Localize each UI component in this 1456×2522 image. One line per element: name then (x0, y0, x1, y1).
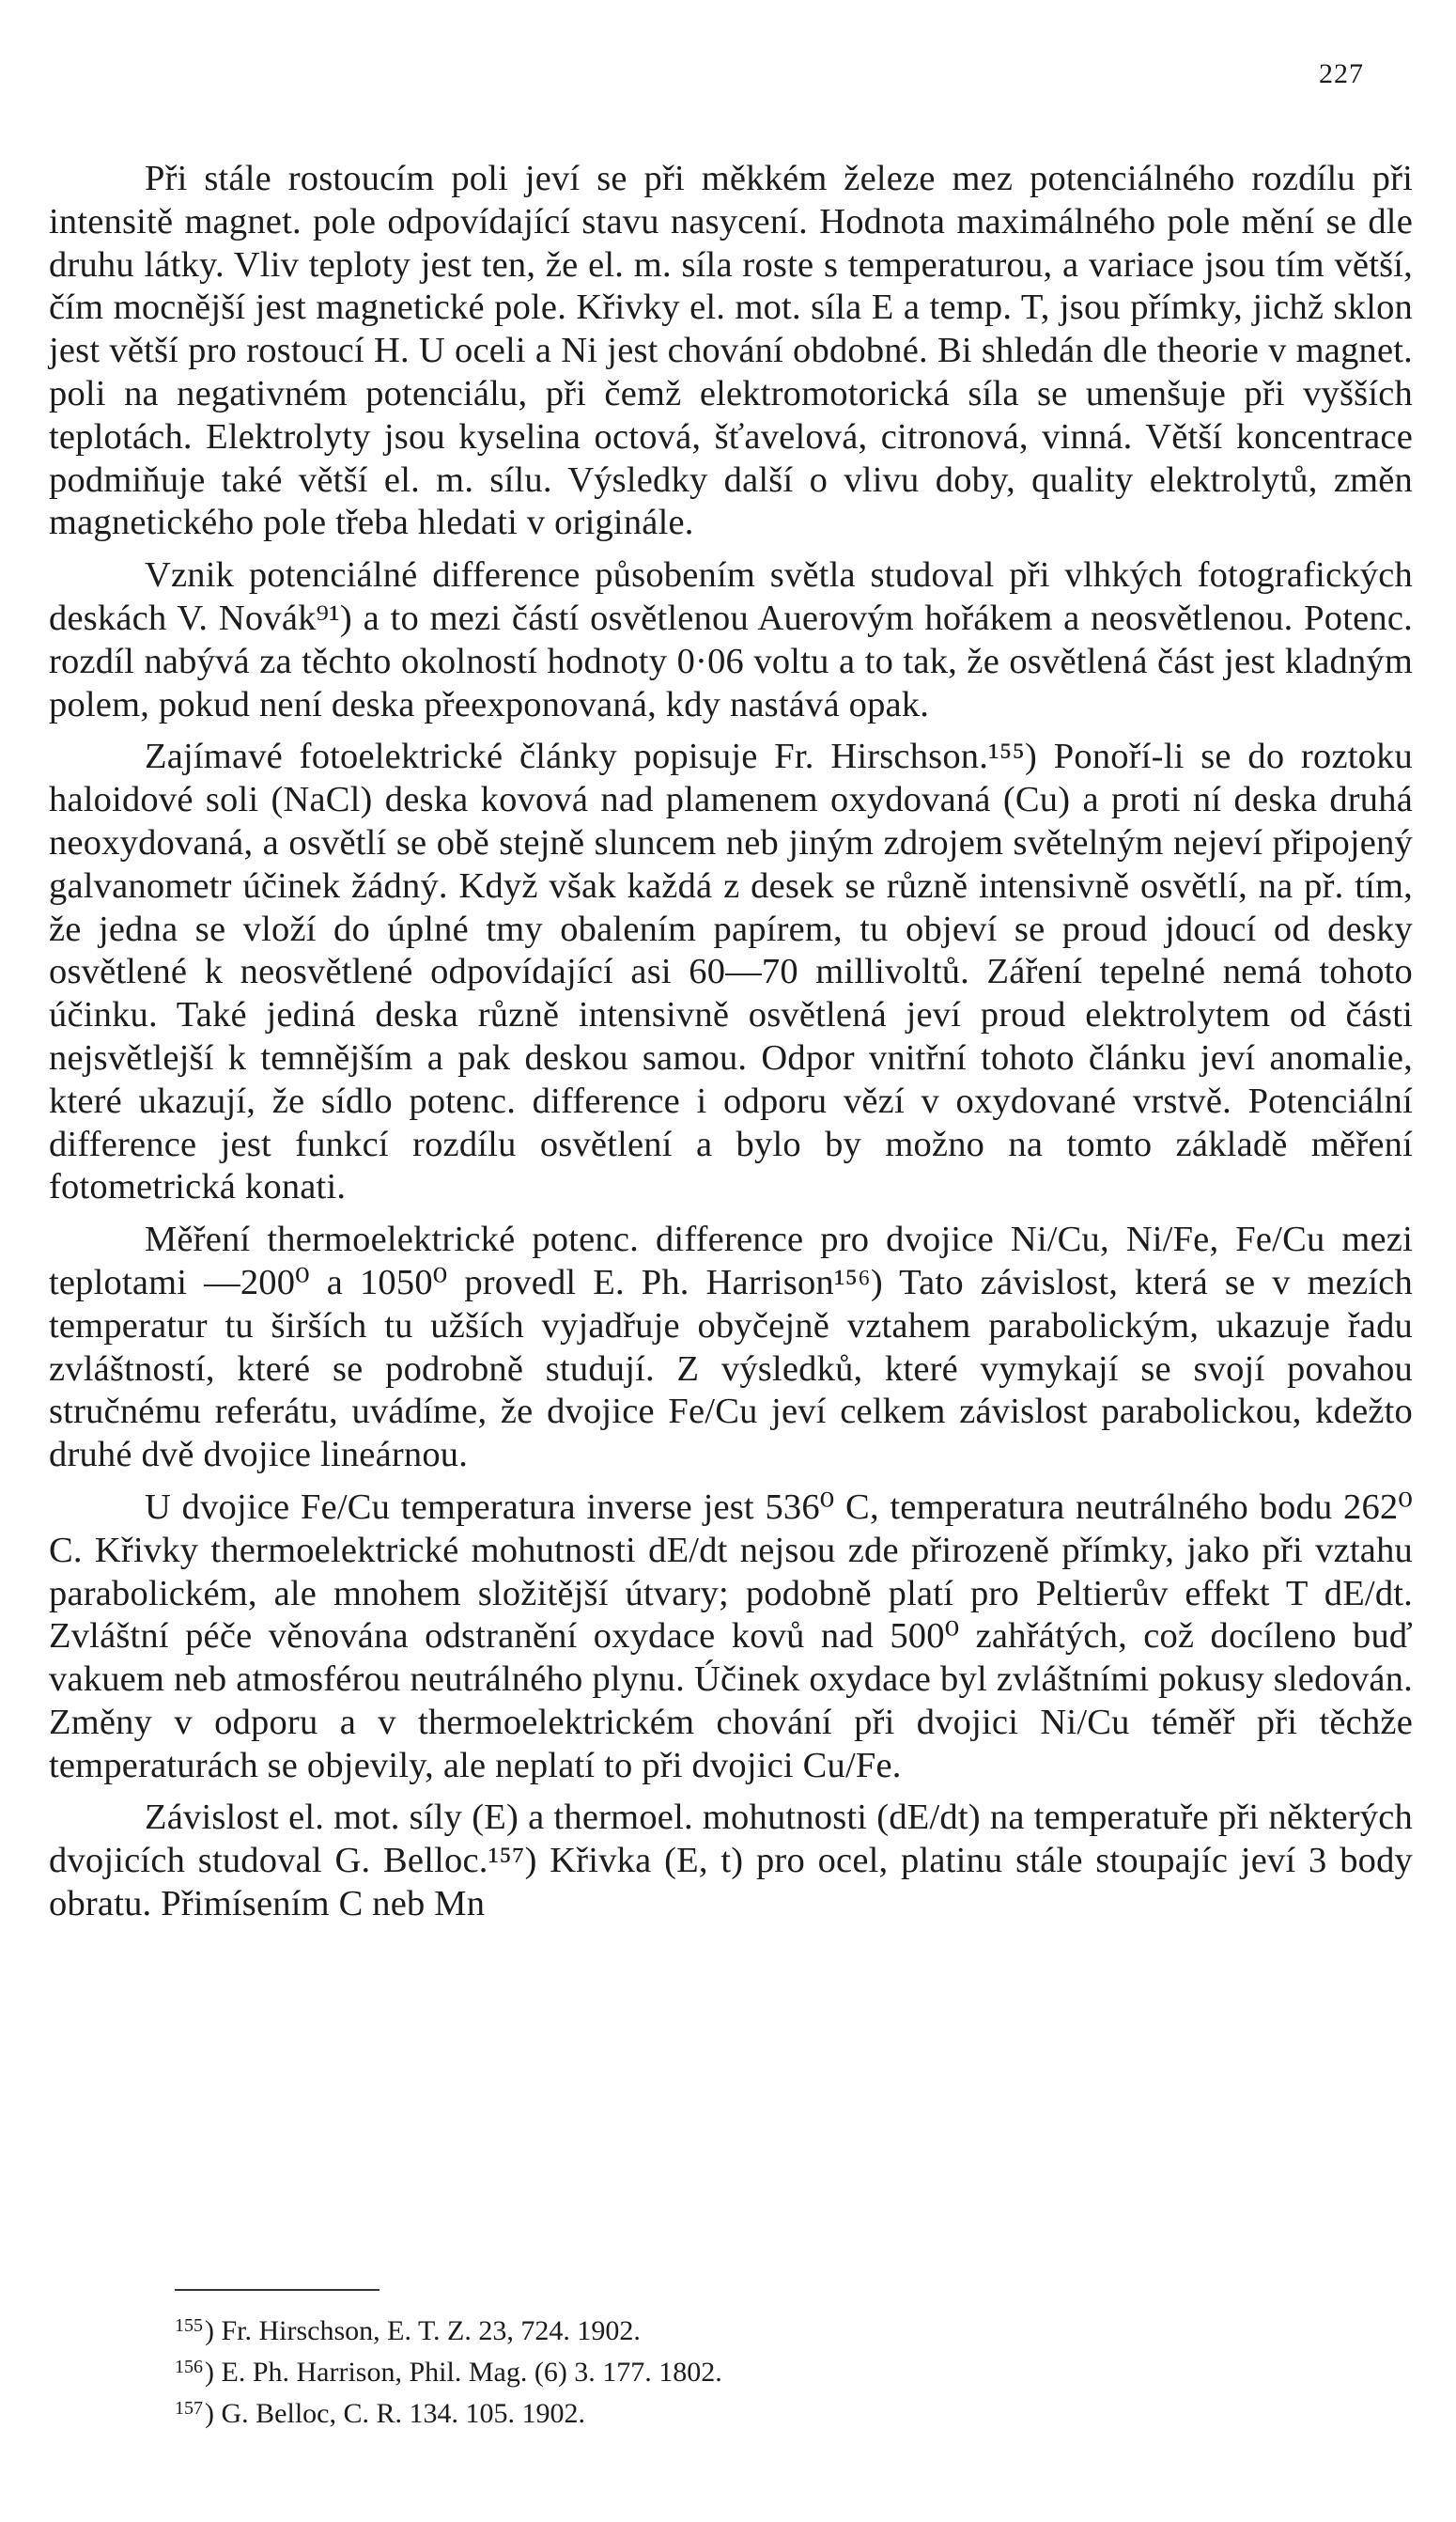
footnote-155: $^{155}$) Fr. Hirschson, E. T. Z. 23, 724. 1902. (175, 2315, 641, 2346)
footnote-divider (175, 2289, 379, 2291)
footnote-mark: 155 (175, 2315, 203, 2336)
footnotes (175, 2308, 1302, 2432)
footnote-text: G. Belloc, C. R. 134. 105. 1902. (221, 2398, 585, 2429)
footnote-mark: 157 (175, 2398, 203, 2419)
footnote-mark: 156 (175, 2357, 203, 2377)
paragraph-4: Měření thermoelektrické potenc. difference pro dvojice Ni/Cu, Ni/Fe, Fe/Cu mezi teplotami —200⁰ a 1050⁰ provedl E. Ph. Harrison¹⁵⁶) Tato závislost, která se v mezích temperatur tu širších tu užších vyjadřuje obyčejně vztahem parabolickým, ukazuje řadu zvláštností, které se podrobně studují. Z výsledků, které vymykají se svojí povahou stručnému referátu, uvádíme, že dvojice Fe/Cu jeví celkem závislost parabolickou, kdežto druhé dvě dvojice lineárnou. (49, 1220, 1413, 1475)
paragraph-3: Zajímavé fotoelektrické články popisuje Fr. Hirschson.¹⁵⁵) Ponoří-li se do roztoku haloidové soli (NaCl) deska kovová nad plamenem oxydovaná (Cu) a proti ní deska druhá neoxydovaná, a osvětlí se obě stejně sluncem neb jiným zdrojem světelným nejeví připojený galvanometr účinek žádný. Když však každá z desek se různě intensivně osvětlí, na př. tím, že jedna se vloží do úplné tmy obalením papírem, tu objeví se proud jdoucí od desky osvětlené k neosvětlené odpovídající asi 60—70 millivoltů. Záření tepelné nemá tohoto účinku. Také jediná deska různě intensivně osvětlená jeví proud elektrolytem od části nejsvětlejší k temnějším a pak deskou samou. Odpor vnitřní tohoto článku jeví anomalie, které ukazují, že sídlo potenc. difference i odporu vězí v oxydované vrstvě. Potenciální difference jest funkcí rozdílu osvětlení a bylo by možno na tomto základě měření fotometrická konati. (49, 737, 1413, 1207)
paragraph-5: U dvojice Fe/Cu temperatura inverse jest 536⁰ C, temperatura neutrálného bodu 262⁰ C. Křivky thermoelektrické mohutnosti dE/dt nejsou zde přirozeně přímky, jako při vztahu parabolickém, ale mnohem složitější útvary; podobně platí pro Peltierův effekt T dE/dt. Zvláštní péče věnována odstranění oxydace kovů nad 500⁰ zahřátých, což docíleno buď vakuem neb atmosférou neutrálného plynu. Účinek oxydace byl zvláštními pokusy sledován. Změny v odporu a v thermoelektrickém chování při dvojici Ni/Cu téměř při těchže temperaturách se objevily, ale neplatí to při dvojici Cu/Fe. (49, 1487, 1413, 1785)
footnote-text: Fr. Hirschson, E. T. Z. 23, 724. 1902. (221, 2315, 641, 2346)
page-number: 227 (1319, 58, 1364, 89)
footnote-156: $^{156}$) E. Ph. Harrison, Phil. Mag. (6) 3. 177. 1802. (175, 2357, 722, 2388)
footnote-text: E. Ph. Harrison, Phil. Mag. (6) 3. 177. 1802. (221, 2357, 722, 2388)
paragraph-6: Závislost el. mot. síly (E) a thermoel. mohutnosti (dE/dt) na temperatuře při některých dvojicích studoval G. Belloc.¹⁵⁷) Křivka (E, t) pro ocel, platinu stále stoupajíc jeví 3 body obratu. Přimísením C neb Mn (49, 1798, 1413, 1924)
paragraph-1: Při stále rostoucím poli jeví se při měkkém železe mez potenciálného rozdílu při intensitě magnet. pole odpovídající stavu nasycení. Hodnota maximálného pole mění se dle druhu látky. Vliv teploty jest ten, že el. m. síla roste s temperaturou, a variace jsou tím větší, čím mocnější jest magnetické pole. Křivky el. mot. síla E a temp. T, jsou přímky, jichž sklon jest větší pro rostoucí H. U oceli a Ni jest chování obdobné. Bi shledán dle theorie v magnet. poli na negativném potenciálu, při čemž elektromotorická síla se umenšuje při vyšších teplotách. Elektrolyty jsou kyselina octová, šťavelová, citronová, vinná. Větší koncentrace podmiňuje také větší el. m. sílu. Výsledky další o vlivu doby, quality elektrolytů, změn magnetického pole třeba hledati v originále. (49, 159, 1413, 543)
footnote-157: $^{157}$) G. Belloc, C. R. 134. 105. 1902. (175, 2398, 585, 2429)
body-text (49, 158, 1413, 1936)
paragraph-2: Vznik potenciálné difference působením světla studoval při vlhkých fotografických deskách V. Novák⁹¹) a to mezi částí osvětlenou Auerovým hořákem a neosvětlenou. Potenc. rozdíl nabývá za těchto okolností hodnoty 0·06 voltu a to tak, že osvětlená část jest kladným polem, pokud není deska přeexponovaná, kdy nastává opak. (49, 555, 1413, 724)
